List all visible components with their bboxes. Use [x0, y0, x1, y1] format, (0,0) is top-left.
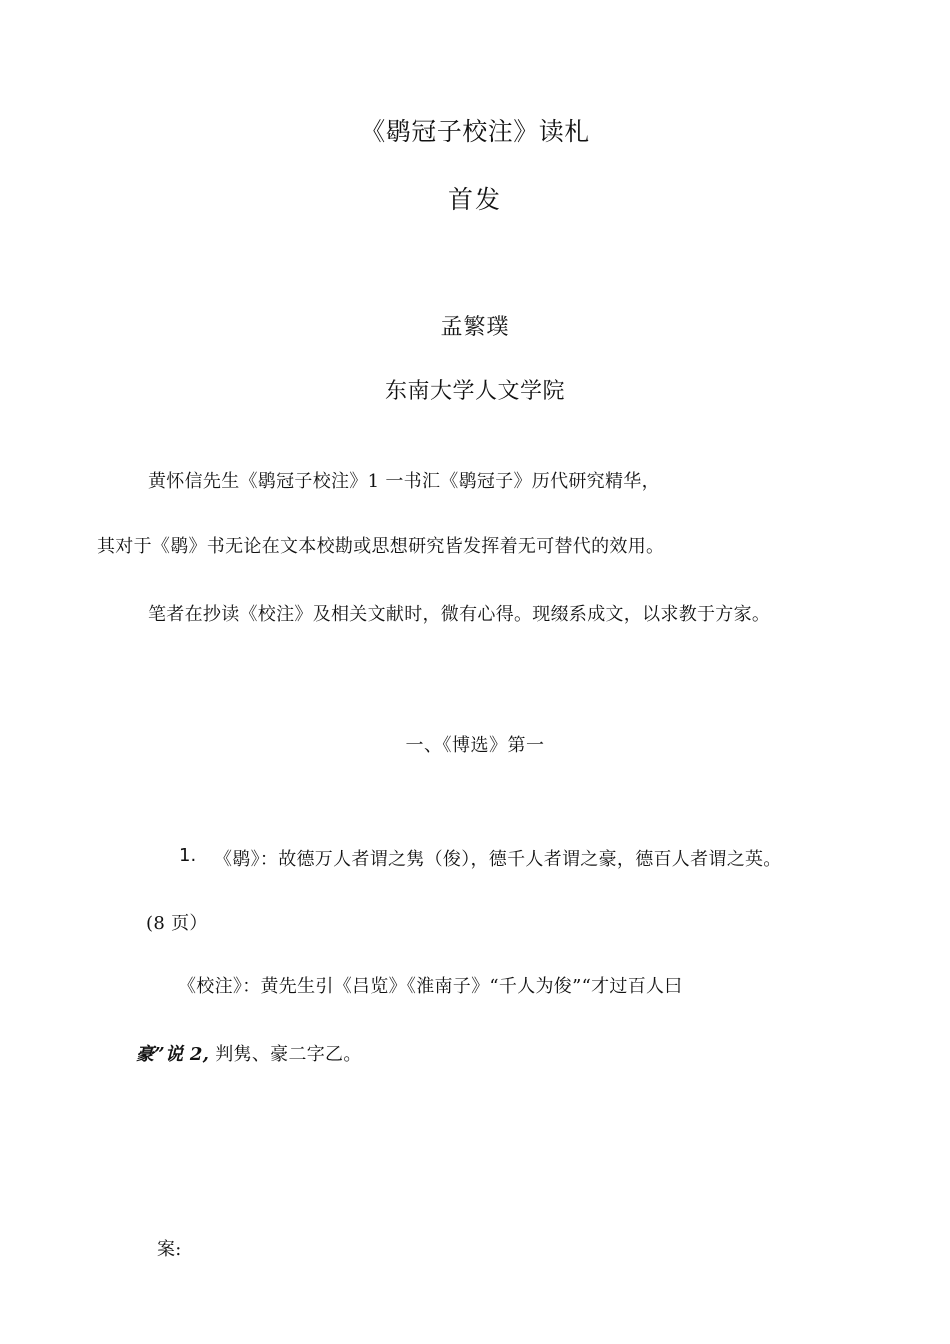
item-number: 1. — [179, 845, 197, 866]
note-line-2 — [136, 1040, 362, 1066]
note-emphasis: 豪”说 2, — [136, 1044, 210, 1065]
intro-paragraph-line-2: 其对于《鹖》书无论在文本校勘或思想研究皆发挥着无可替代的效用。 — [97, 536, 665, 557]
item-text: 《鹖》：故德万人者谓之隽（俊），德千人者谓之豪，德百人者谓之英。 — [214, 849, 782, 870]
intro-paragraph-line-3: 笔者在抄读《校注》及相关文献时，微有心得。现缀系成文，以求教于方家。 — [148, 604, 771, 625]
item-page-reference: (8 页） — [146, 913, 208, 934]
an-label: 案: — [157, 1239, 182, 1260]
note-line-2-rest: 判隽、豪二字乙。 — [209, 1044, 362, 1065]
section-heading: 一、《博选》第一 — [405, 735, 545, 756]
author-name: 孟繁璞 — [440, 315, 510, 340]
intro-paragraph-line-1: 黄怀信先生《鹖冠子校注》1 一书汇《鹖冠子》历代研究精华， — [148, 471, 660, 492]
author-affiliation: 东南大学人文学院 — [384, 379, 565, 404]
note-line-1: 《校注》：黄先生引《吕览》《淮南子》“千人为俊”“才过百人曰 — [178, 976, 683, 997]
document-title: 《鹖冠子校注》读札 — [360, 117, 590, 146]
document-subtitle: 首发 — [447, 185, 502, 214]
